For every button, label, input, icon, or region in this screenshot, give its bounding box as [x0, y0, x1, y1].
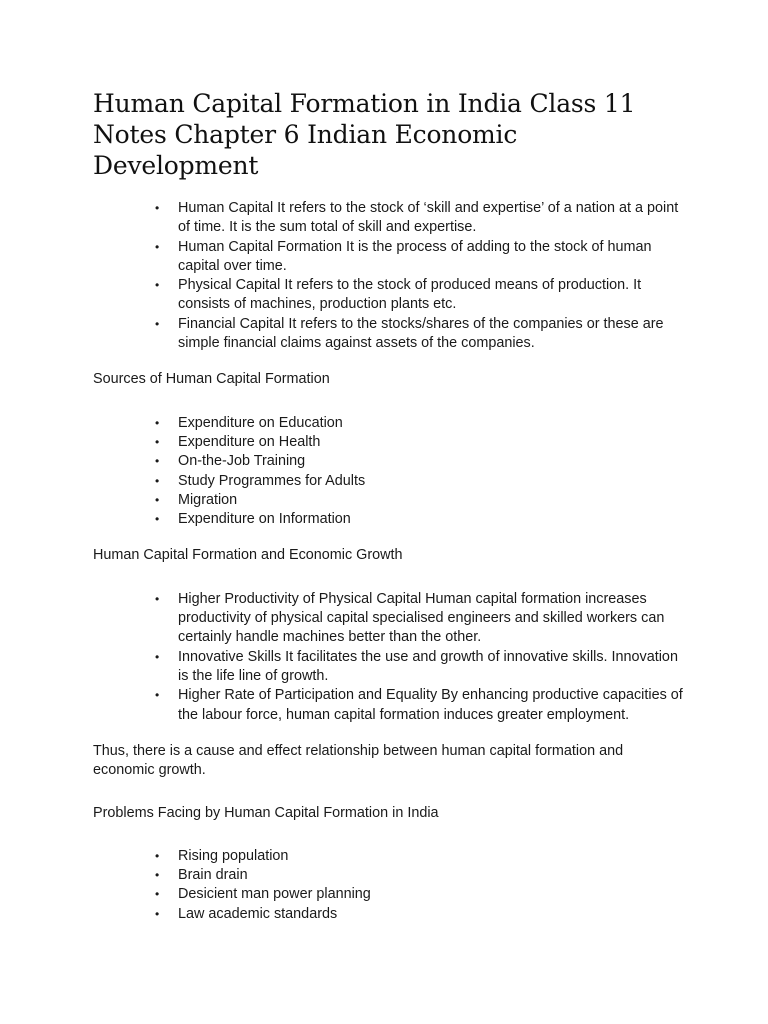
list-item	[155, 905, 683, 924]
document-page	[93, 88, 683, 924]
bullet-icon: •	[155, 201, 160, 215]
list-item-text: Law academic standards	[178, 905, 338, 922]
bullet-icon: •	[155, 492, 160, 507]
list-item-text: Study Programmes for Adults	[178, 472, 366, 489]
list-item-text: On-the-Job Training	[178, 453, 306, 470]
list-item-text: Human Capital Formation It is the process of adding to the stock of human capital over time.	[178, 238, 652, 274]
list-item	[155, 510, 683, 529]
list-item-text: Rising population	[178, 847, 289, 864]
bullet-icon: •	[155, 512, 160, 527]
sources-list	[93, 414, 683, 530]
list-item	[155, 866, 683, 885]
list-item	[155, 433, 683, 452]
bullet-icon: •	[155, 316, 160, 331]
page-title: Human Capital Formation in India Class 11 Notes Chapter 6 Indian Economic Development	[93, 89, 636, 180]
conclusion-paragraph: Thus, there is a cause and effect relationship between human capital formation and economic growth.	[93, 742, 624, 779]
bullet-icon: •	[155, 591, 160, 606]
list-item-text: Financial Capital It refers to the stocks/shares of the companies or these are simple financial claims against assets of the companies.	[178, 315, 664, 352]
section-heading-growth: Human Capital Formation and Economic Growth	[93, 547, 403, 564]
list-item	[155, 414, 683, 433]
bullet-icon: •	[155, 848, 160, 863]
list-item	[155, 648, 683, 687]
list-item	[155, 472, 683, 491]
list-item-text: Physical Capital It refers to the stock of produced means of production. It consists of machines, production plants etc.	[178, 277, 642, 313]
list-item-text: Desicient man power planning	[178, 886, 371, 903]
list-item	[155, 686, 683, 725]
list-item	[155, 199, 683, 238]
list-item	[155, 238, 683, 277]
bullet-icon: •	[155, 415, 160, 430]
bullet-icon: •	[155, 454, 160, 469]
list-item-text: Higher Rate of Participation and Equality By enhancing productive capacities of the labour force, human capital formation induces greater employment.	[178, 687, 683, 723]
bullet-icon: •	[155, 278, 160, 293]
bullet-icon: •	[155, 434, 160, 449]
list-item-text: Migration	[178, 491, 238, 508]
definitions-list	[93, 199, 683, 353]
list-item	[155, 885, 683, 904]
list-item-text: Innovative Skills It facilitates the use and growth of innovative skills. Innovation is the life line of growth.	[178, 648, 678, 684]
list-item-text: Expenditure on Health	[178, 433, 321, 450]
bullet-icon: •	[155, 688, 160, 703]
bullet-icon: •	[155, 239, 160, 254]
list-item-text: Higher Productivity of Physical Capital Human capital formation increases productivity of physical capital specialised engineers and skilled workers can certainly handle machines better than the other.	[178, 590, 665, 646]
bullet-icon: •	[155, 887, 160, 902]
bullet-icon: •	[155, 868, 160, 883]
list-item	[155, 590, 683, 648]
list-item-text: Human Capital It refers to the stock of ‘skill and expertise’ of a nation at a point of time. It is the sum total of skill and expertise.	[178, 200, 679, 236]
list-item	[155, 847, 683, 866]
list-item-text: Expenditure on Education	[178, 414, 343, 431]
bullet-icon: •	[155, 649, 160, 664]
list-item-text: Expenditure on Information	[178, 511, 351, 528]
list-item-text: Brain drain	[178, 867, 248, 884]
list-item	[155, 276, 683, 315]
section-heading-problems: Problems Facing by Human Capital Formation in India	[93, 805, 439, 822]
list-item	[155, 315, 683, 354]
bullet-icon: •	[155, 473, 160, 488]
problems-list	[93, 847, 683, 924]
section-heading-sources: Sources of Human Capital Formation	[93, 371, 330, 388]
list-item	[155, 452, 683, 471]
growth-list	[93, 590, 683, 725]
list-item	[155, 491, 683, 510]
bullet-icon: •	[155, 906, 160, 921]
